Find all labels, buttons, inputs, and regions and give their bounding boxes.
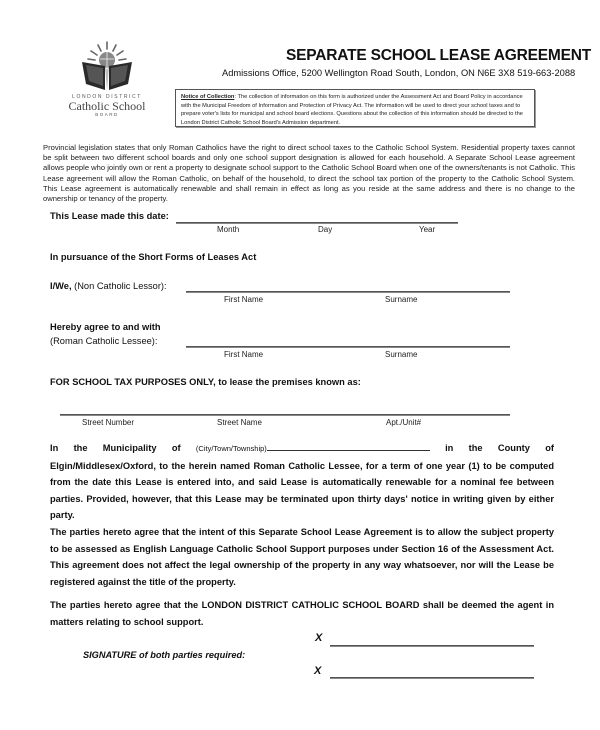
lessor-label-bold: I/We, (50, 281, 72, 291)
lessor-first-name-caption: First Name (224, 295, 264, 304)
lessor-surname-caption: Surname (385, 295, 418, 304)
municipality-paragraph (50, 440, 554, 524)
premises-heading: FOR SCHOOL TAX PURPOSES ONLY, to lease the premises known as: (50, 377, 361, 387)
office-address: Admissions Office, 5200 Wellington Road South, London, ON N6E 3X8 519-663-2088 (222, 68, 576, 78)
street-name-caption: Street Name (217, 418, 262, 427)
notice-of-collection-box (175, 89, 535, 127)
month-caption: Month (217, 225, 240, 234)
municipality-terms: in the County of Elgin/Middlesex/Oxford, to the herein named Roman Catholic Lessee, for a term of one year (1) to be computed from the date this Lease is entered into, and said Lease is automatically renewable for a nominal fee between parties. Provided, however, that this Lease may be terminated upon thirty days' notice in writing given by either party. (50, 443, 554, 521)
logo-line-name: Catholic School (68, 99, 146, 113)
notice-title: Notice of Collection (181, 94, 235, 100)
date-label: This Lease made this date: (50, 211, 169, 221)
logo-line-district: LONDON DISTRICT (72, 94, 142, 100)
lessee-first-name-caption: First Name (224, 350, 264, 359)
municipality-prefix: In the Municipality of (50, 443, 196, 453)
school-board-logo (62, 40, 152, 120)
date-field[interactable] (176, 222, 458, 224)
act-heading: In pursuance of the Short Forms of Leases Act (50, 252, 257, 262)
signature-mark-1: X (315, 632, 323, 644)
lessee-label-normal: (Roman Catholic Lessee): (50, 336, 158, 346)
lessor-label (50, 281, 167, 291)
signature-field-2[interactable] (330, 677, 534, 679)
day-caption: Day (318, 225, 333, 234)
municipality-hint: (City/Town/Township) (195, 444, 267, 453)
signature-required-label: SIGNATURE of both parties required: (83, 650, 246, 660)
agent-paragraph: The parties hereto agree that the LONDON DISTRICT CATHOLIC SCHOOL BOARD shall be deemed the agent in matters relating to school support. (50, 600, 554, 627)
lessor-label-normal: (Non Catholic Lessor): (71, 281, 167, 291)
lessee-name-field[interactable] (186, 346, 510, 348)
intent-paragraph: The parties hereto agree that the intent of this Separate School Lease Agreement is to allow the subject property to be assessed as English Language Catholic School Support purposes under Section 16 of the Assessment Act. This agreement does not affect the legal ownership of the property in any way whatsoever, nor will the Lease be registered against the title of the property. (50, 527, 554, 587)
lessee-label-bold: Hereby agree to and with (50, 322, 161, 332)
year-caption: Year (419, 225, 436, 234)
lessee-surname-caption: Surname (385, 350, 418, 359)
notice-body: : The collection of information on this form is authorized under the Assessment Act and Board Policy in accordance with the Municipal Freedom of Information and Protection of Privacy Act. The information will be used to direct your school taxes and to prepare voter's lists for municipal and school board elections. Questions about the collection of this information should be directed to the London District Catholic School Board's Admission department. (181, 94, 523, 126)
apt-unit-caption: Apt./Unit# (386, 418, 422, 427)
intro-paragraph: Provincial legislation states that only Roman Catholics have the right to direct school taxes to the Catholic School System. Residential property taxes cannot be split between two different school boards and only one school support designation is allowed for each household. A Separate School Lease agreement allows people who jointly own or rent a property to designate school support to the Catholic School Board when one of the owners/tenants is not Catholic. This Lease agreement will allow the Roman Catholic, on behalf of the household, to direct the school tax portion of the property to the Catholic School System. This Lease agreement is automatically renewable and shall remain in effect as long as you reside at the same address and there is no change to the ownership or tenancy of the property. (43, 143, 575, 204)
premises-address-field[interactable] (60, 414, 510, 416)
logo-line-board: BOARD (95, 112, 119, 117)
lessor-name-field[interactable] (186, 291, 510, 293)
open-book-with-sunburst-cross-icon (76, 40, 138, 92)
signature-field-1[interactable] (330, 645, 534, 647)
page-title: SEPARATE SCHOOL LEASE AGREEMENT (286, 47, 591, 64)
signature-mark-2: X (314, 665, 322, 677)
street-number-caption: Street Number (82, 418, 135, 427)
municipality-field[interactable] (267, 441, 430, 451)
